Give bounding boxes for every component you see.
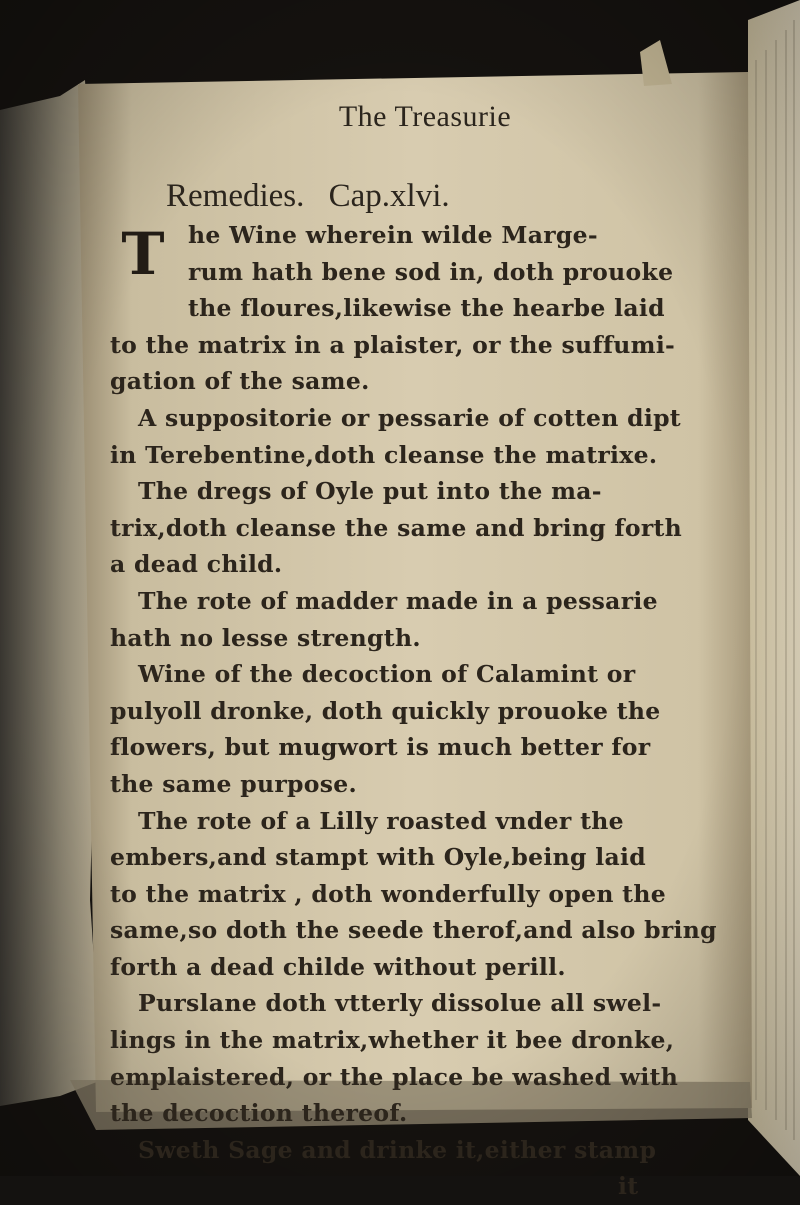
chapter-heading [166,178,750,215]
text-line: flowers, but mugwort is much better for [110,733,651,762]
text-line: lings in the matrix,whether it bee dronke, [110,1026,675,1055]
text-line: Wine of the decoction of Calamint or [138,660,636,689]
decorated-initial: T [110,221,176,287]
text-line: Sweth Sage and drinke it,either stamp [138,1135,657,1164]
text-line: The rote of a Lilly roasted vnder the [138,806,624,835]
text-line: to the matrix in a plaister, or the suffumi- [110,330,676,359]
text-line: rum hath bene sod in, doth prouoke [188,257,674,286]
text-line: the same purpose. [110,769,357,798]
text-line: pulyoll dronke, doth quickly prouoke the [110,696,661,725]
text-line: forth a dead childe without perill. [110,952,566,981]
text-line: gation of the same. [110,367,370,396]
text-line: to the matrix , doth wonderfully open the [110,879,666,908]
running-head: The Treasurie [338,100,512,133]
text-line: trix,doth cleanse the same and bring forth [110,513,683,542]
catchword: it [618,1172,639,1201]
page-text [110,100,750,1205]
body-text [110,217,750,1205]
text-line: hath no lesse strength. [110,623,421,652]
text-line: The dregs of Oyle put into the ma- [138,477,602,506]
text-line: A suppositorie or pessarie of cotten dipt [138,403,681,432]
chapter-number: Cap.xlvi. [328,178,450,214]
text-line: The rote of madder made in a pessarie [138,586,658,615]
chapter-title: Remedies. [166,178,305,214]
text-line: same,so doth the seede therof,and also bring [110,916,717,945]
text-line: he Wine wherein wilde Marge- [188,221,598,249]
text-line: emplaistered, or the place be washed with [110,1062,679,1091]
text-line: the floures,likewise the hearbe laid [188,294,665,323]
text-line: embers,and stampt with Oyle,being laid [110,843,646,872]
text-line: a dead child. [110,550,283,579]
text-line: the decoction thereof. [110,1099,408,1128]
text-line: Purslane doth vtterly dissolue all swel- [138,989,662,1018]
text-line: in Terebentine,doth cleanse the matrixe. [110,440,658,469]
